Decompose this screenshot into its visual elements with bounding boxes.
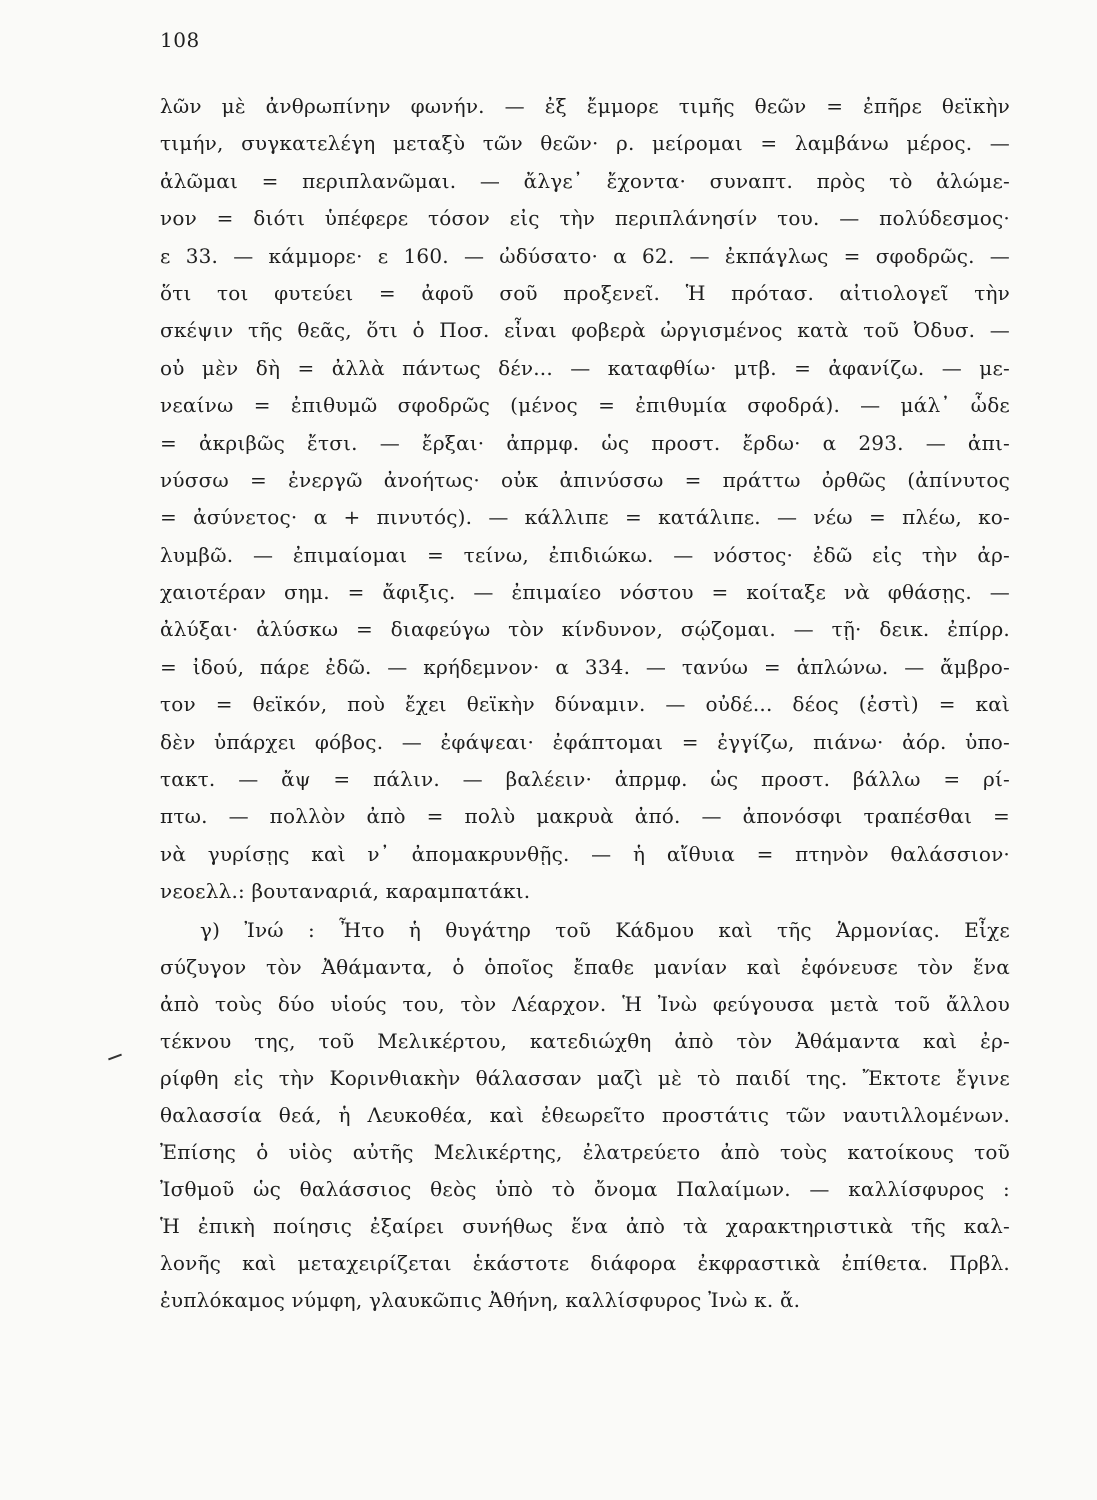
page-number: 108: [160, 28, 200, 52]
text-line: πτω. — πολλὸν ἀπὸ = πολὺ μακρυὰ ἀπό. — ἀπονόσφι τραπέσθαι =: [160, 804, 1010, 829]
text-line: δὲν ὑπάρχει φόβος. — ἐφάψεαι· ἐφάπτομαι = ἐγγίζω, πιάνω· ἀόρ. ὑπο-: [160, 729, 1010, 754]
text-line: ἀλύξαι· ἀλύσκω = διαφεύγω τὸν κίνδυνον, σῴζομαι. — τῇ· δεικ. ἐπίρρ.: [160, 617, 1010, 642]
text-line: ὅτι τοι φυτεύει = ἀφοῦ σοῦ προξενεῖ. Ἡ πρότασ. αἰτιολογεῖ τὴν: [160, 280, 1010, 305]
text-line: λυμβῶ. — ἐπιμαίομαι = τείνω, ἐπιδιώκω. — νόστος· ἐδῶ εἰς τὴν ἀρ-: [160, 542, 1010, 567]
text-line: οὐ μὲν δὴ = ἀλλὰ πάντως δέν... — καταφθίω· μτβ. = ἀφανίζω. — με-: [160, 355, 1010, 380]
text-line: νὰ γυρίσῃς καὶ ν᾽ ἀπομακρυνθῇς. — ἡ αἴθυια = πτηνὸν θαλάσσιον·: [160, 841, 1010, 866]
text-line: = ἀκριβῶς ἔτσι. — ἔρξαι· ἀπρμφ. ὡς προστ. ἔρδω· α 293. — ἀπι-: [160, 430, 1010, 455]
text-line: θαλασσία θεά, ἡ Λευκοθέα, καὶ ἐθεωρεῖτο προστάτις τῶν ναυτιλλομένων.: [160, 1103, 1010, 1127]
text-line: ἀπὸ τοὺς δύο υἱούς του, τὸν Λέαρχον. Ἡ Ἰνὼ φεύγουσα μετὰ τοῦ ἄλλου: [160, 992, 1010, 1016]
text-line: νύσσω = ἐνεργῶ ἀνοήτως· οὐκ ἀπινύσσω = πράττω ὀρθῶς (ἀπίνυτος: [160, 467, 1010, 492]
text-line: ἐυπλόκαμος νύμφη, γλαυκῶπις Ἀθήνη, καλλίσφυρος Ἰνὼ κ. ἄ.: [160, 1288, 801, 1312]
text-line: ε 33. — κάμμορε· ε 160. — ὠδύσατο· α 62. — ἐκπάγλως = σφοδρῶς. —: [160, 243, 1010, 268]
text-line: χαιοτέραν σημ. = ἄφιξις. — ἐπιμαίεο νόστου = κοίταξε νὰ φθάσῃς. —: [160, 580, 1010, 605]
margin-mark: [108, 1054, 122, 1061]
text-line: ρίφθη εἰς τὴν Κορινθιακὴν θάλασσαν μαζὶ μὲ τὸ παιδί της. Ἔκτοτε ἔγινε: [160, 1066, 1010, 1090]
text-line: τέκνου της, τοῦ Μελικέρτου, κατεδιώχθη ἀπὸ τὸν Ἀθάμαντα καὶ ἐρ-: [160, 1029, 1010, 1053]
text-line: λονῆς καὶ μεταχειρίζεται ἑκάστοτε διάφορα ἐκφραστικὰ ἐπίθετα. Πρβλ.: [160, 1251, 1010, 1275]
text-line: τιμήν, συγκατελέγη μεταξὺ τῶν θεῶν· ρ. μείρομαι = λαμβάνω μέρος. —: [160, 131, 1010, 156]
text-line: τακτ. — ἄψ = πάλιν. — βαλέειν· ἀπρμφ. ὡς προστ. βάλλω = ρί-: [160, 767, 1010, 792]
glossary-paragraph: [160, 88, 1010, 911]
text-line: Ἰσθμοῦ ὡς θαλάσσιος θεὸς ὑπὸ τὸ ὄνομα Παλαίμων. — καλλίσφυρος :: [160, 1177, 1010, 1201]
text-line: τον = θεϊκόν, ποὺ ἔχει θεϊκὴν δύναμιν. — οὐδέ... δέος (ἐστὶ) = καὶ: [160, 692, 1010, 717]
text-line: Ἐπίσης ὁ υἱὸς αὐτῆς Μελικέρτης, ἐλατρεύετο ἀπὸ τοὺς κατοίκους τοῦ: [160, 1140, 1010, 1164]
text-line: γ) Ἰνώ : Ἦτο ἡ θυγάτηρ τοῦ Κάδμου καὶ τῆς Ἁρμονίας. Εἶχε: [200, 918, 1010, 942]
text-line: σκέψιν τῆς θεᾶς, ὅτι ὁ Ποσ. εἶναι φοβερὰ ὠργισμένος κατὰ τοῦ Ὀδυσ. —: [160, 318, 1010, 343]
ino-paragraph: [160, 912, 1010, 1319]
text-line: σύζυγον τὸν Ἀθάμαντα, ὁ ὁποῖος ἔπαθε μανίαν καὶ ἐφόνευσε τὸν ἕνα: [160, 955, 1010, 979]
text-line: Ἡ ἐπικὴ ποίησις ἐξαίρει συνήθως ἕνα ἀπὸ τὰ χαρακτηριστικὰ τῆς καλ-: [160, 1214, 1010, 1238]
text-line: νον = διότι ὑπέφερε τόσον εἰς τὴν περιπλάνησίν του. — πολύδεσμος·: [160, 206, 1010, 231]
text-line: λῶν μὲ ἀνθρωπίνην φωνήν. — ἐξ ἔμμορε τιμῆς θεῶν = ἐπῆρε θεϊκὴν: [160, 94, 1010, 118]
text-line: νεοελλ.: βουταναριά, καραμπατάκι.: [160, 879, 531, 904]
text-line: νεαίνω = ἐπιθυμῶ σφοδρῶς (μένος = ἐπιθυμία σφοδρά). — μάλ᾽ ὧδε: [160, 393, 1010, 418]
text-line: ἀλῶμαι = περιπλανῶμαι. — ἄλγε᾽ ἔχοντα· συναπτ. πρὸς τὸ ἀλώμε-: [160, 168, 1010, 193]
text-line: = ἰδού, πάρε ἐδῶ. — κρήδεμνον· α 334. — τανύω = ἁπλώνω. — ἄμβρο-: [160, 654, 1010, 679]
text-line: = ἀσύνετος· α + πινυτός). — κάλλιπε = κατάλιπε. — νέω = πλέω, κο-: [160, 505, 1010, 530]
